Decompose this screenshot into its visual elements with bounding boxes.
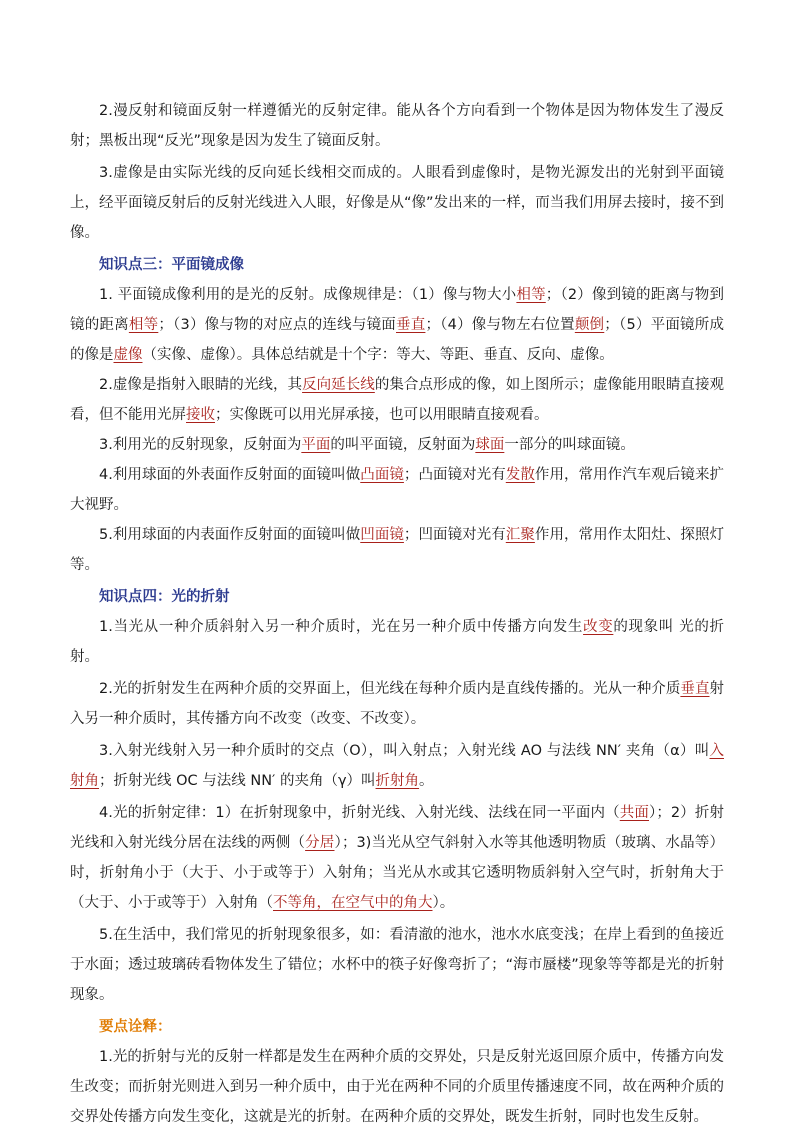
section-heading-refraction: 知识点四：光的折射	[99, 589, 230, 605]
answer-blank: 入射角	[70, 743, 724, 789]
answer-blank: 不等角，在空气中的角大	[273, 895, 433, 911]
paragraph-mirror-types: 3.利用光的反射现象，反射面为平面的叫平面镜，反射面为球面一部分的叫球面镜。	[99, 437, 635, 453]
answer-blank: 汇聚	[505, 527, 535, 543]
answer-blank: 发散	[505, 467, 535, 483]
answer-blank: 相等	[516, 287, 546, 303]
answer-blank: 反向延长线	[302, 377, 375, 393]
answer-blank: 虚像	[113, 347, 143, 363]
answer-blank: 垂直	[680, 681, 710, 697]
answer-blank: 分居	[305, 835, 335, 851]
answer-blank: 凸面镜	[360, 467, 404, 483]
paragraph-virtual-image-definition: 2.虚像是指射入眼睛的光线，其反向延长线的集合点形成的像，如上图所示；虚像能用眼睛直接观看，但不能用光屏接收；实像既可以用光屏承接，也可以用眼睛直接观看。	[70, 377, 725, 423]
paragraph-diffuse-reflection: 2.漫反射和镜面反射一样遵循光的反射定律。能从各个方向看到一个物体是因为物体发生了漫反射；黑板出现“反光”现象是因为发生了镜面反射。	[70, 103, 724, 149]
paragraph-refraction-interface: 2.光的折射发生在两种介质的交界面上，但光线在每种介质内是直线传播的。光从一种介质垂直射入另一种介质时，其传播方向不改变（改变、不改变）。	[70, 681, 724, 727]
paragraph-incidence-angles: 3.入射光线射入另一种介质时的交点（O），叫入射点；入射光线 AO 与法线 NN′ 夹角（α）叫入射角；折射光线 OC 与法线 NN′ 的夹角（γ）叫折射角。	[70, 743, 724, 789]
answer-blank: 接收	[186, 407, 215, 423]
paragraph-refraction-definition: 1.当光从一种介质斜射入另一种介质时，光在另一种介质中传播方向发生改变的现象叫 光的折射。	[70, 619, 725, 665]
answer-blank: 折射角	[375, 773, 420, 789]
answer-blank: 球面	[475, 437, 505, 453]
paragraph-virtual-image: 3.虚像是由实际光线的反向延长线相交而成的。人眼看到虚像时，是物光源发出的光射到平面镜上，经平面镜反射后的反射光线进入人眼，好像是从“像”发出来的一样，而当我们用屏去接时，接不到像。	[70, 165, 724, 241]
section-heading-key-notes: 要点诠释：	[99, 1019, 172, 1035]
paragraph-refraction-law: 4.光的折射定律：1）在折射现象中，折射光线、入射光线、法线在同一平面内（共面）；2）折射光线和入射光线分居在法线的两侧（分居）；3)当光从空气斜射入水等其他透明物质（玻璃、水晶等）时，折射角小于（大于、小于或等于）入射角；当光从水或其它透明物质斜射入空气时，折射角大于（大于、小于或等于）入射角（不等角，在空气中的角大）。	[70, 805, 724, 911]
paragraph-plane-mirror-rules: 1. 平面镜成像利用的是光的反射。成像规律是：（1）像与物大小相等；（2）像到镜的距离与物到镜的距离相等；（3）像与物的对应点的连线与镜面垂直；（4）像与物左右位置颠倒；（5）平面镜所成的像是虚像（实像、虚像）。具体总结就是十个字：等大、等距、垂直、反向、虚像。	[70, 287, 724, 363]
paragraph-refraction-examples: 5.在生活中，我们常见的折射现象很多，如：看清澈的池水，池水水底变浅；在岸上看到的鱼接近于水面；透过玻璃砖看物体发生了错位；水杯中的筷子好像弯折了；“海市蜃楼”现象等等都是光的折射现象。	[70, 927, 724, 1003]
answer-blank: 相等	[128, 317, 159, 333]
paragraph-refraction-vs-reflection: 1.光的折射与光的反射一样都是发生在两种介质的交界处，只是反射光返回原介质中，传播方向发生改变；而折射光则进入到另一种介质中，由于光在两种不同的介质里传播速度不同，故在两种介质的交界处传播方向发生变化，这就是光的折射。在两种介质的交界处，既发生折射，同时也发生反射。	[70, 1049, 724, 1125]
answer-blank: 共面	[619, 805, 649, 821]
document-body	[70, 96, 724, 1132]
paragraph-concave-mirror: 5.利用球面的内表面作反射面的面镜叫做凹面镜；凹面镜对光有汇聚作用，常用作太阳灶、探照灯等。	[70, 527, 725, 573]
section-heading-plane-mirror: 知识点三：平面镜成像	[99, 257, 244, 273]
answer-blank: 颠倒	[574, 317, 605, 333]
answer-blank: 垂直	[396, 317, 426, 333]
answer-blank: 改变	[583, 619, 614, 635]
paragraph-convex-mirror: 4.利用球面的外表面作反射面的面镜叫做凸面镜；凸面镜对光有发散作用，常用作汽车观后镜来扩大视野。	[70, 467, 725, 513]
answer-blank: 平面	[301, 437, 331, 453]
answer-blank: 凹面镜	[360, 527, 404, 543]
